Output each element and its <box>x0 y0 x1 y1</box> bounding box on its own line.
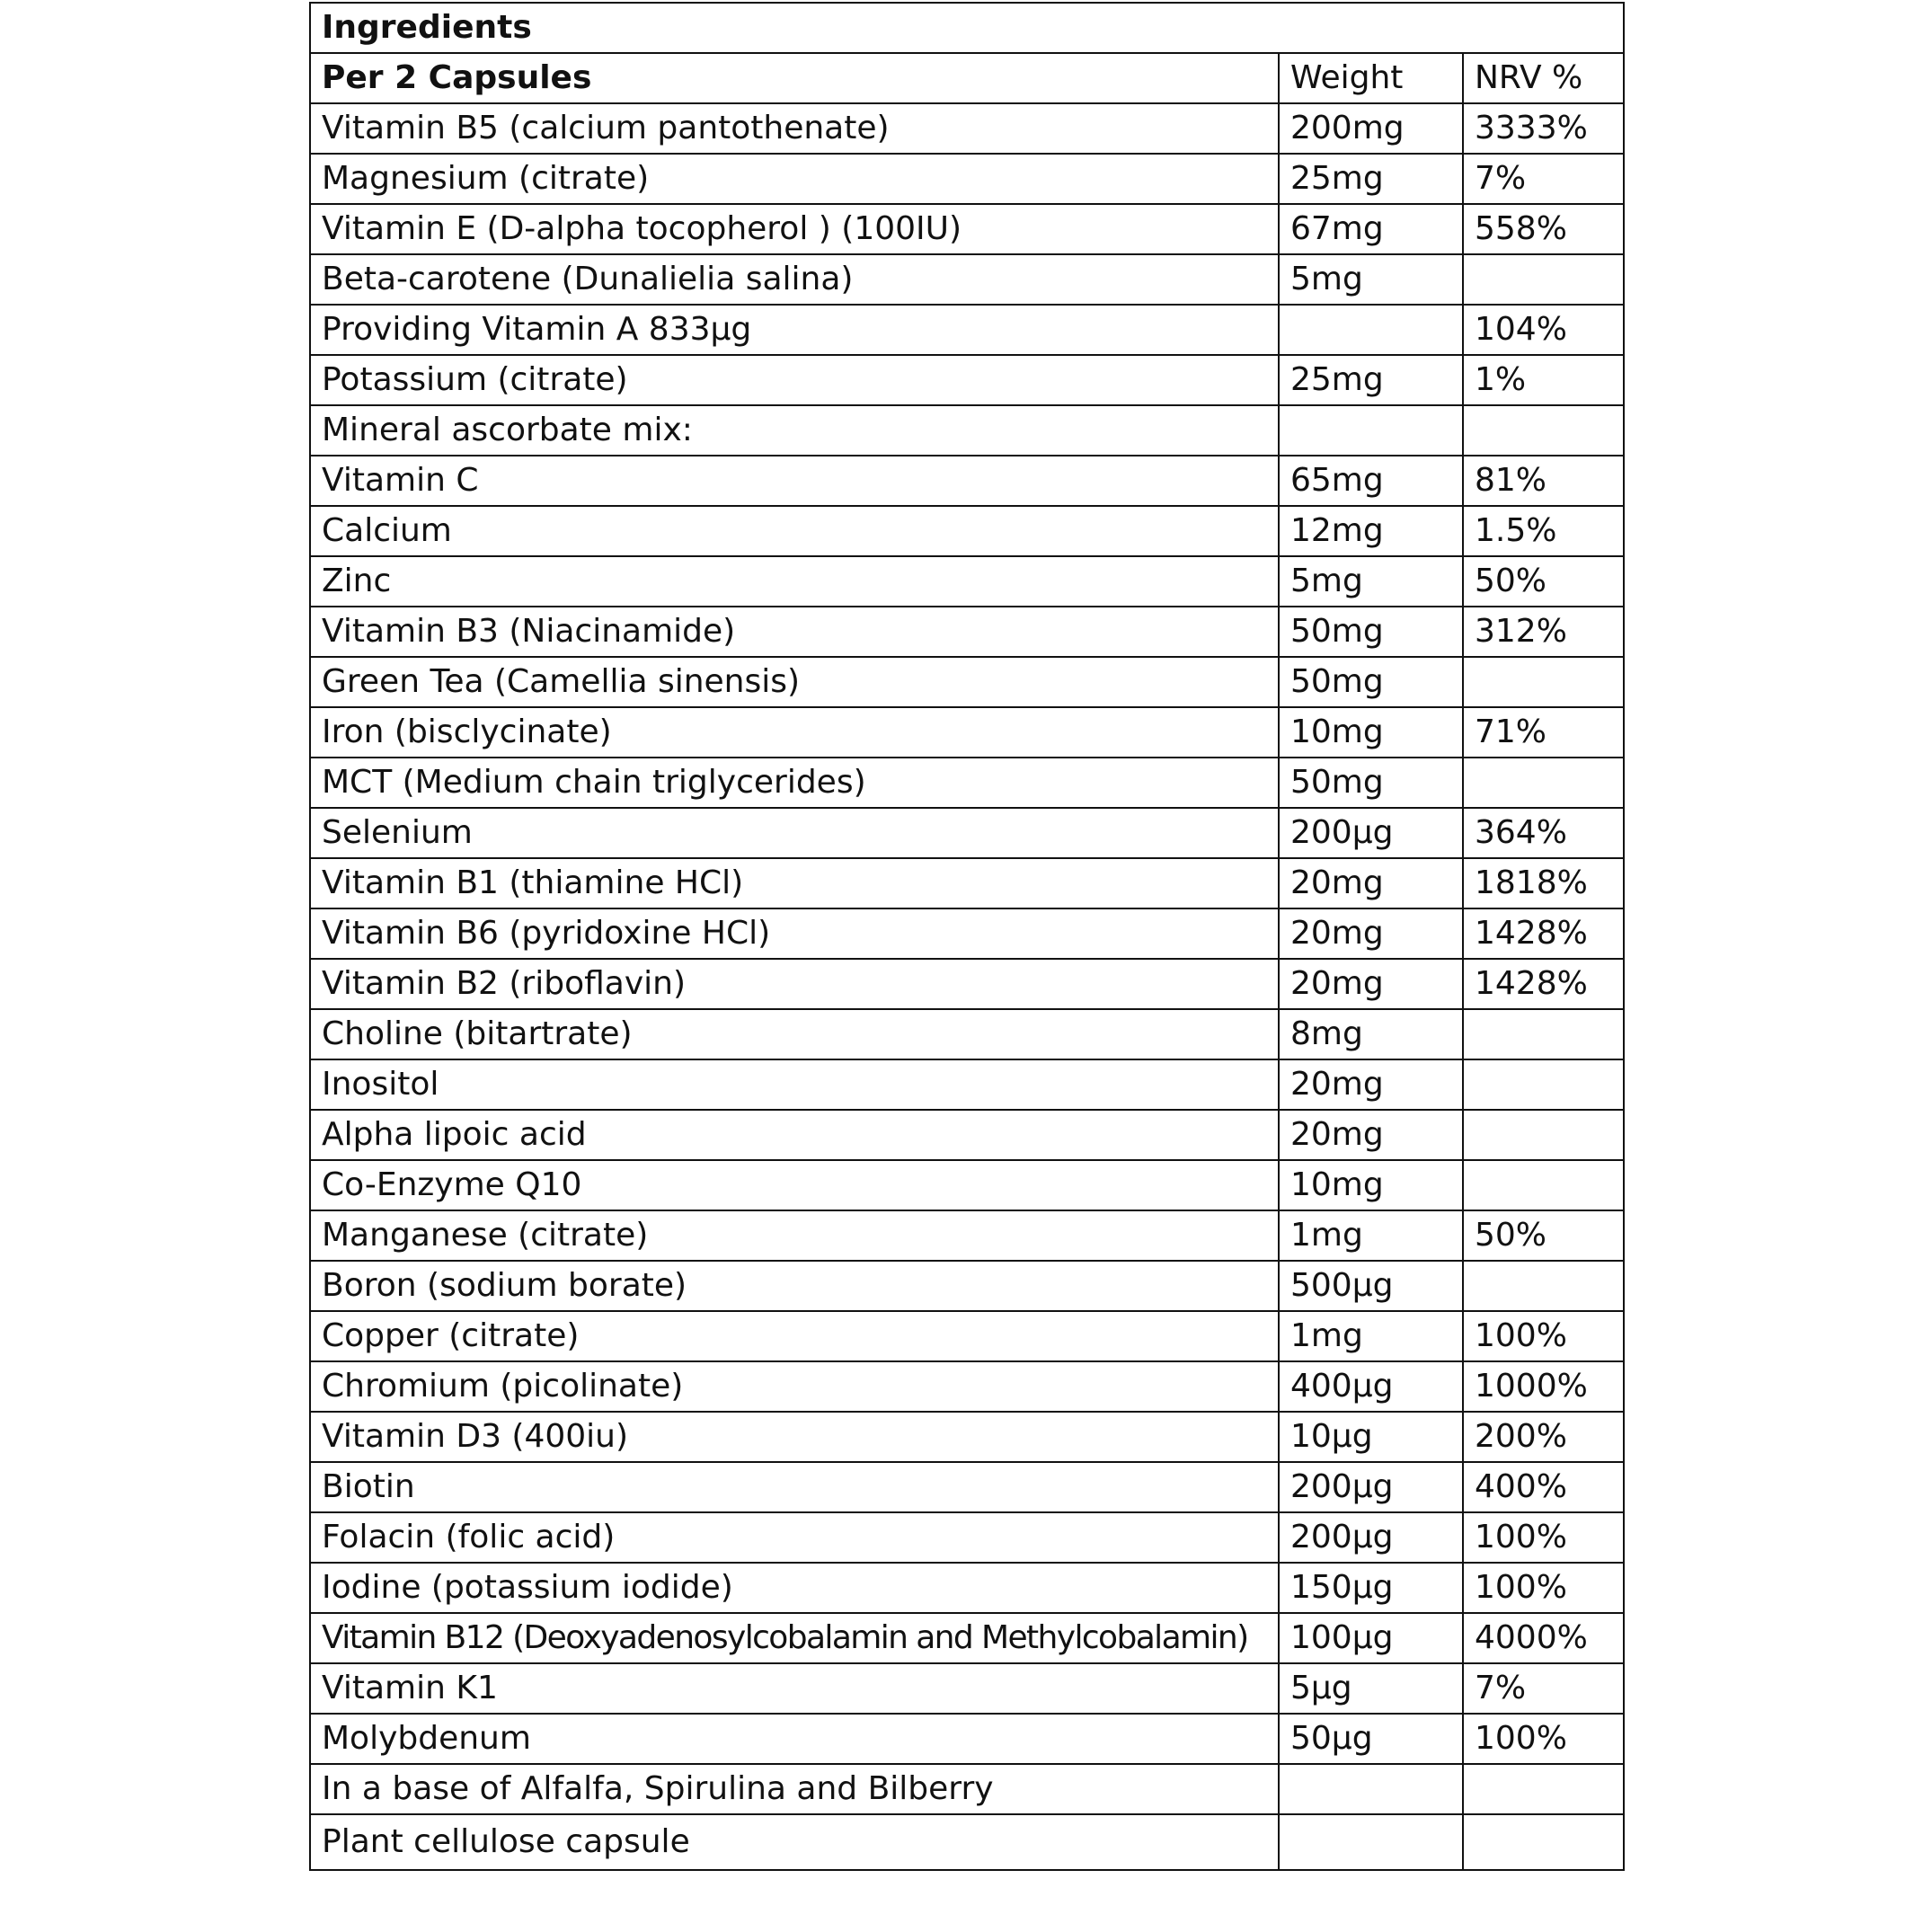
ingredient-row <box>310 1311 1624 1361</box>
ingredients-table-body <box>310 3 1624 1870</box>
ingredient-weight-cell: 200µg <box>1279 808 1463 858</box>
header-per-2-capsules: Per 2 Capsules <box>310 53 1279 103</box>
ingredient-weight-cell: 10mg <box>1279 707 1463 758</box>
ingredient-nrv-cell <box>1463 1261 1624 1311</box>
ingredient-nrv-cell: 3333% <box>1463 103 1624 154</box>
ingredient-nrv-cell <box>1463 758 1624 808</box>
ingredient-name-cell: Manganese (citrate) <box>310 1210 1279 1261</box>
ingredient-row <box>310 808 1624 858</box>
ingredient-weight-cell: 10µg <box>1279 1412 1463 1462</box>
ingredient-nrv-cell: 81% <box>1463 456 1624 506</box>
ingredient-row <box>310 1563 1624 1613</box>
ingredient-weight-cell: 1mg <box>1279 1311 1463 1361</box>
ingredient-row <box>310 858 1624 908</box>
ingredient-name-cell: Vitamin B3 (Niacinamide) <box>310 607 1279 657</box>
ingredient-weight-cell: 50mg <box>1279 758 1463 808</box>
ingredient-nrv-cell: 100% <box>1463 1714 1624 1764</box>
ingredient-weight-cell: 200µg <box>1279 1512 1463 1563</box>
title-row <box>310 3 1624 53</box>
ingredient-weight-cell: 200µg <box>1279 1462 1463 1512</box>
ingredient-row <box>310 607 1624 657</box>
ingredient-weight-cell: 5mg <box>1279 254 1463 305</box>
ingredient-weight-cell: 20mg <box>1279 908 1463 959</box>
ingredient-weight-cell: 20mg <box>1279 1059 1463 1110</box>
ingredient-nrv-cell: 1000% <box>1463 1361 1624 1412</box>
ingredient-row <box>310 758 1624 808</box>
ingredient-nrv-cell: 400% <box>1463 1462 1624 1512</box>
ingredient-name-cell: Vitamin K1 <box>310 1663 1279 1714</box>
ingredient-nrv-cell: 104% <box>1463 305 1624 355</box>
ingredient-row <box>310 1009 1624 1059</box>
ingredient-row <box>310 1361 1624 1412</box>
ingredient-name-cell: Vitamin B2 (riboflavin) <box>310 959 1279 1009</box>
ingredient-row <box>310 1613 1624 1663</box>
ingredient-name-cell: Folacin (folic acid) <box>310 1512 1279 1563</box>
ingredient-name-cell: Inositol <box>310 1059 1279 1110</box>
ingredient-name-cell: In a base of Alfalfa, Spirulina and Bilberry <box>310 1764 1279 1814</box>
ingredient-row <box>310 1512 1624 1563</box>
ingredient-row <box>310 355 1624 405</box>
ingredient-nrv-cell: 1428% <box>1463 908 1624 959</box>
ingredient-name-cell: Magnesium (citrate) <box>310 154 1279 204</box>
ingredient-nrv-cell: 7% <box>1463 1663 1624 1714</box>
ingredient-row <box>310 707 1624 758</box>
ingredient-row <box>310 305 1624 355</box>
ingredient-row <box>310 959 1624 1009</box>
ingredient-weight-cell <box>1279 305 1463 355</box>
ingredient-name-cell: Selenium <box>310 808 1279 858</box>
ingredient-nrv-cell: 1% <box>1463 355 1624 405</box>
ingredient-nrv-cell <box>1463 1814 1624 1870</box>
ingredient-row <box>310 1814 1624 1870</box>
ingredient-nrv-cell: 100% <box>1463 1512 1624 1563</box>
ingredient-nrv-cell <box>1463 1764 1624 1814</box>
header-weight: Weight <box>1279 53 1463 103</box>
ingredient-name-cell: Choline (bitartrate) <box>310 1009 1279 1059</box>
ingredient-nrv-cell <box>1463 1110 1624 1160</box>
ingredient-weight-cell: 200mg <box>1279 103 1463 154</box>
ingredient-nrv-cell <box>1463 1059 1624 1110</box>
ingredient-name-cell: Alpha lipoic acid <box>310 1110 1279 1160</box>
ingredient-name-cell: Molybdenum <box>310 1714 1279 1764</box>
ingredient-weight-cell: 67mg <box>1279 204 1463 254</box>
ingredient-row <box>310 657 1624 707</box>
ingredient-nrv-cell: 1.5% <box>1463 506 1624 556</box>
ingredient-weight-cell: 25mg <box>1279 154 1463 204</box>
ingredient-row <box>310 1210 1624 1261</box>
ingredient-weight-cell: 150µg <box>1279 1563 1463 1613</box>
ingredient-nrv-cell: 1818% <box>1463 858 1624 908</box>
ingredient-nrv-cell <box>1463 405 1624 456</box>
ingredient-row <box>310 1663 1624 1714</box>
ingredient-row <box>310 506 1624 556</box>
ingredient-weight-cell: 8mg <box>1279 1009 1463 1059</box>
ingredient-weight-cell <box>1279 1814 1463 1870</box>
ingredient-weight-cell: 50mg <box>1279 657 1463 707</box>
header-nrv: NRV % <box>1463 53 1624 103</box>
table-title: Ingredients <box>310 3 1624 53</box>
ingredient-weight-cell: 65mg <box>1279 456 1463 506</box>
ingredient-name-cell: Mineral ascorbate mix: <box>310 405 1279 456</box>
ingredient-name-cell: Plant cellulose capsule <box>310 1814 1279 1870</box>
ingredient-row <box>310 1462 1624 1512</box>
ingredient-name-cell: Copper (citrate) <box>310 1311 1279 1361</box>
ingredient-weight-cell: 5mg <box>1279 556 1463 607</box>
ingredient-name-cell: Vitamin B1 (thiamine HCl) <box>310 858 1279 908</box>
ingredient-weight-cell: 500µg <box>1279 1261 1463 1311</box>
ingredient-nrv-cell: 312% <box>1463 607 1624 657</box>
ingredient-row <box>310 405 1624 456</box>
ingredient-name-cell: Calcium <box>310 506 1279 556</box>
ingredient-nrv-cell: 7% <box>1463 154 1624 204</box>
ingredient-row <box>310 456 1624 506</box>
ingredient-nrv-cell: 100% <box>1463 1563 1624 1613</box>
ingredient-weight-cell: 25mg <box>1279 355 1463 405</box>
ingredient-name-cell: Co-Enzyme Q10 <box>310 1160 1279 1210</box>
ingredient-nrv-cell <box>1463 1009 1624 1059</box>
ingredient-name-cell: Vitamin D3 (400iu) <box>310 1412 1279 1462</box>
ingredient-row <box>310 154 1624 204</box>
ingredient-row <box>310 254 1624 305</box>
ingredient-nrv-cell: 200% <box>1463 1412 1624 1462</box>
ingredient-weight-cell: 20mg <box>1279 1110 1463 1160</box>
ingredient-name-cell: Boron (sodium borate) <box>310 1261 1279 1311</box>
header-row <box>310 53 1624 103</box>
ingredient-weight-cell: 20mg <box>1279 959 1463 1009</box>
ingredient-weight-cell: 12mg <box>1279 506 1463 556</box>
ingredient-row <box>310 1714 1624 1764</box>
ingredient-weight-cell: 400µg <box>1279 1361 1463 1412</box>
ingredient-row <box>310 1110 1624 1160</box>
ingredient-nrv-cell <box>1463 1160 1624 1210</box>
ingredient-weight-cell: 1mg <box>1279 1210 1463 1261</box>
ingredient-nrv-cell: 1428% <box>1463 959 1624 1009</box>
ingredient-nrv-cell: 364% <box>1463 808 1624 858</box>
ingredient-row <box>310 1059 1624 1110</box>
ingredient-row <box>310 908 1624 959</box>
ingredient-name-cell: Vitamin B6 (pyridoxine HCl) <box>310 908 1279 959</box>
ingredient-name-cell: Iodine (potassium iodide) <box>310 1563 1279 1613</box>
ingredient-nrv-cell: 50% <box>1463 1210 1624 1261</box>
ingredient-nrv-cell <box>1463 657 1624 707</box>
ingredient-weight-cell: 50µg <box>1279 1714 1463 1764</box>
ingredient-name-cell: Green Tea (Camellia sinensis) <box>310 657 1279 707</box>
ingredient-row <box>310 556 1624 607</box>
ingredient-name-cell: Beta-carotene (Dunalielia salina) <box>310 254 1279 305</box>
ingredient-weight-cell: 50mg <box>1279 607 1463 657</box>
ingredient-name-cell: Zinc <box>310 556 1279 607</box>
ingredient-nrv-cell <box>1463 254 1624 305</box>
ingredient-name-cell: Chromium (picolinate) <box>310 1361 1279 1412</box>
ingredient-nrv-cell: 100% <box>1463 1311 1624 1361</box>
ingredient-name-cell: Vitamin B12 (Deoxyadenosylcobalamin and Methylcobalamin) <box>310 1613 1279 1663</box>
ingredient-nrv-cell: 50% <box>1463 556 1624 607</box>
ingredient-name-cell: Biotin <box>310 1462 1279 1512</box>
ingredient-weight-cell: 20mg <box>1279 858 1463 908</box>
ingredient-weight-cell: 5µg <box>1279 1663 1463 1714</box>
ingredient-row <box>310 1160 1624 1210</box>
ingredient-row <box>310 1764 1624 1814</box>
ingredient-name-cell: Vitamin C <box>310 456 1279 506</box>
ingredient-nrv-cell: 558% <box>1463 204 1624 254</box>
ingredient-row <box>310 1412 1624 1462</box>
ingredient-row <box>310 103 1624 154</box>
ingredient-nrv-cell: 71% <box>1463 707 1624 758</box>
ingredient-nrv-cell: 4000% <box>1463 1613 1624 1663</box>
ingredient-weight-cell <box>1279 405 1463 456</box>
ingredient-weight-cell: 10mg <box>1279 1160 1463 1210</box>
ingredient-weight-cell: 100µg <box>1279 1613 1463 1663</box>
ingredient-name-cell: Potassium (citrate) <box>310 355 1279 405</box>
ingredients-table <box>309 2 1625 1871</box>
ingredient-row <box>310 1261 1624 1311</box>
ingredient-name-cell: MCT (Medium chain triglycerides) <box>310 758 1279 808</box>
ingredient-name-cell: Providing Vitamin A 833µg <box>310 305 1279 355</box>
ingredient-name-cell: Vitamin B5 (calcium pantothenate) <box>310 103 1279 154</box>
ingredient-row <box>310 204 1624 254</box>
ingredient-name-cell: Iron (bisclycinate) <box>310 707 1279 758</box>
ingredient-weight-cell <box>1279 1764 1463 1814</box>
ingredient-name-cell: Vitamin E (D-alpha tocopherol ) (100IU) <box>310 204 1279 254</box>
